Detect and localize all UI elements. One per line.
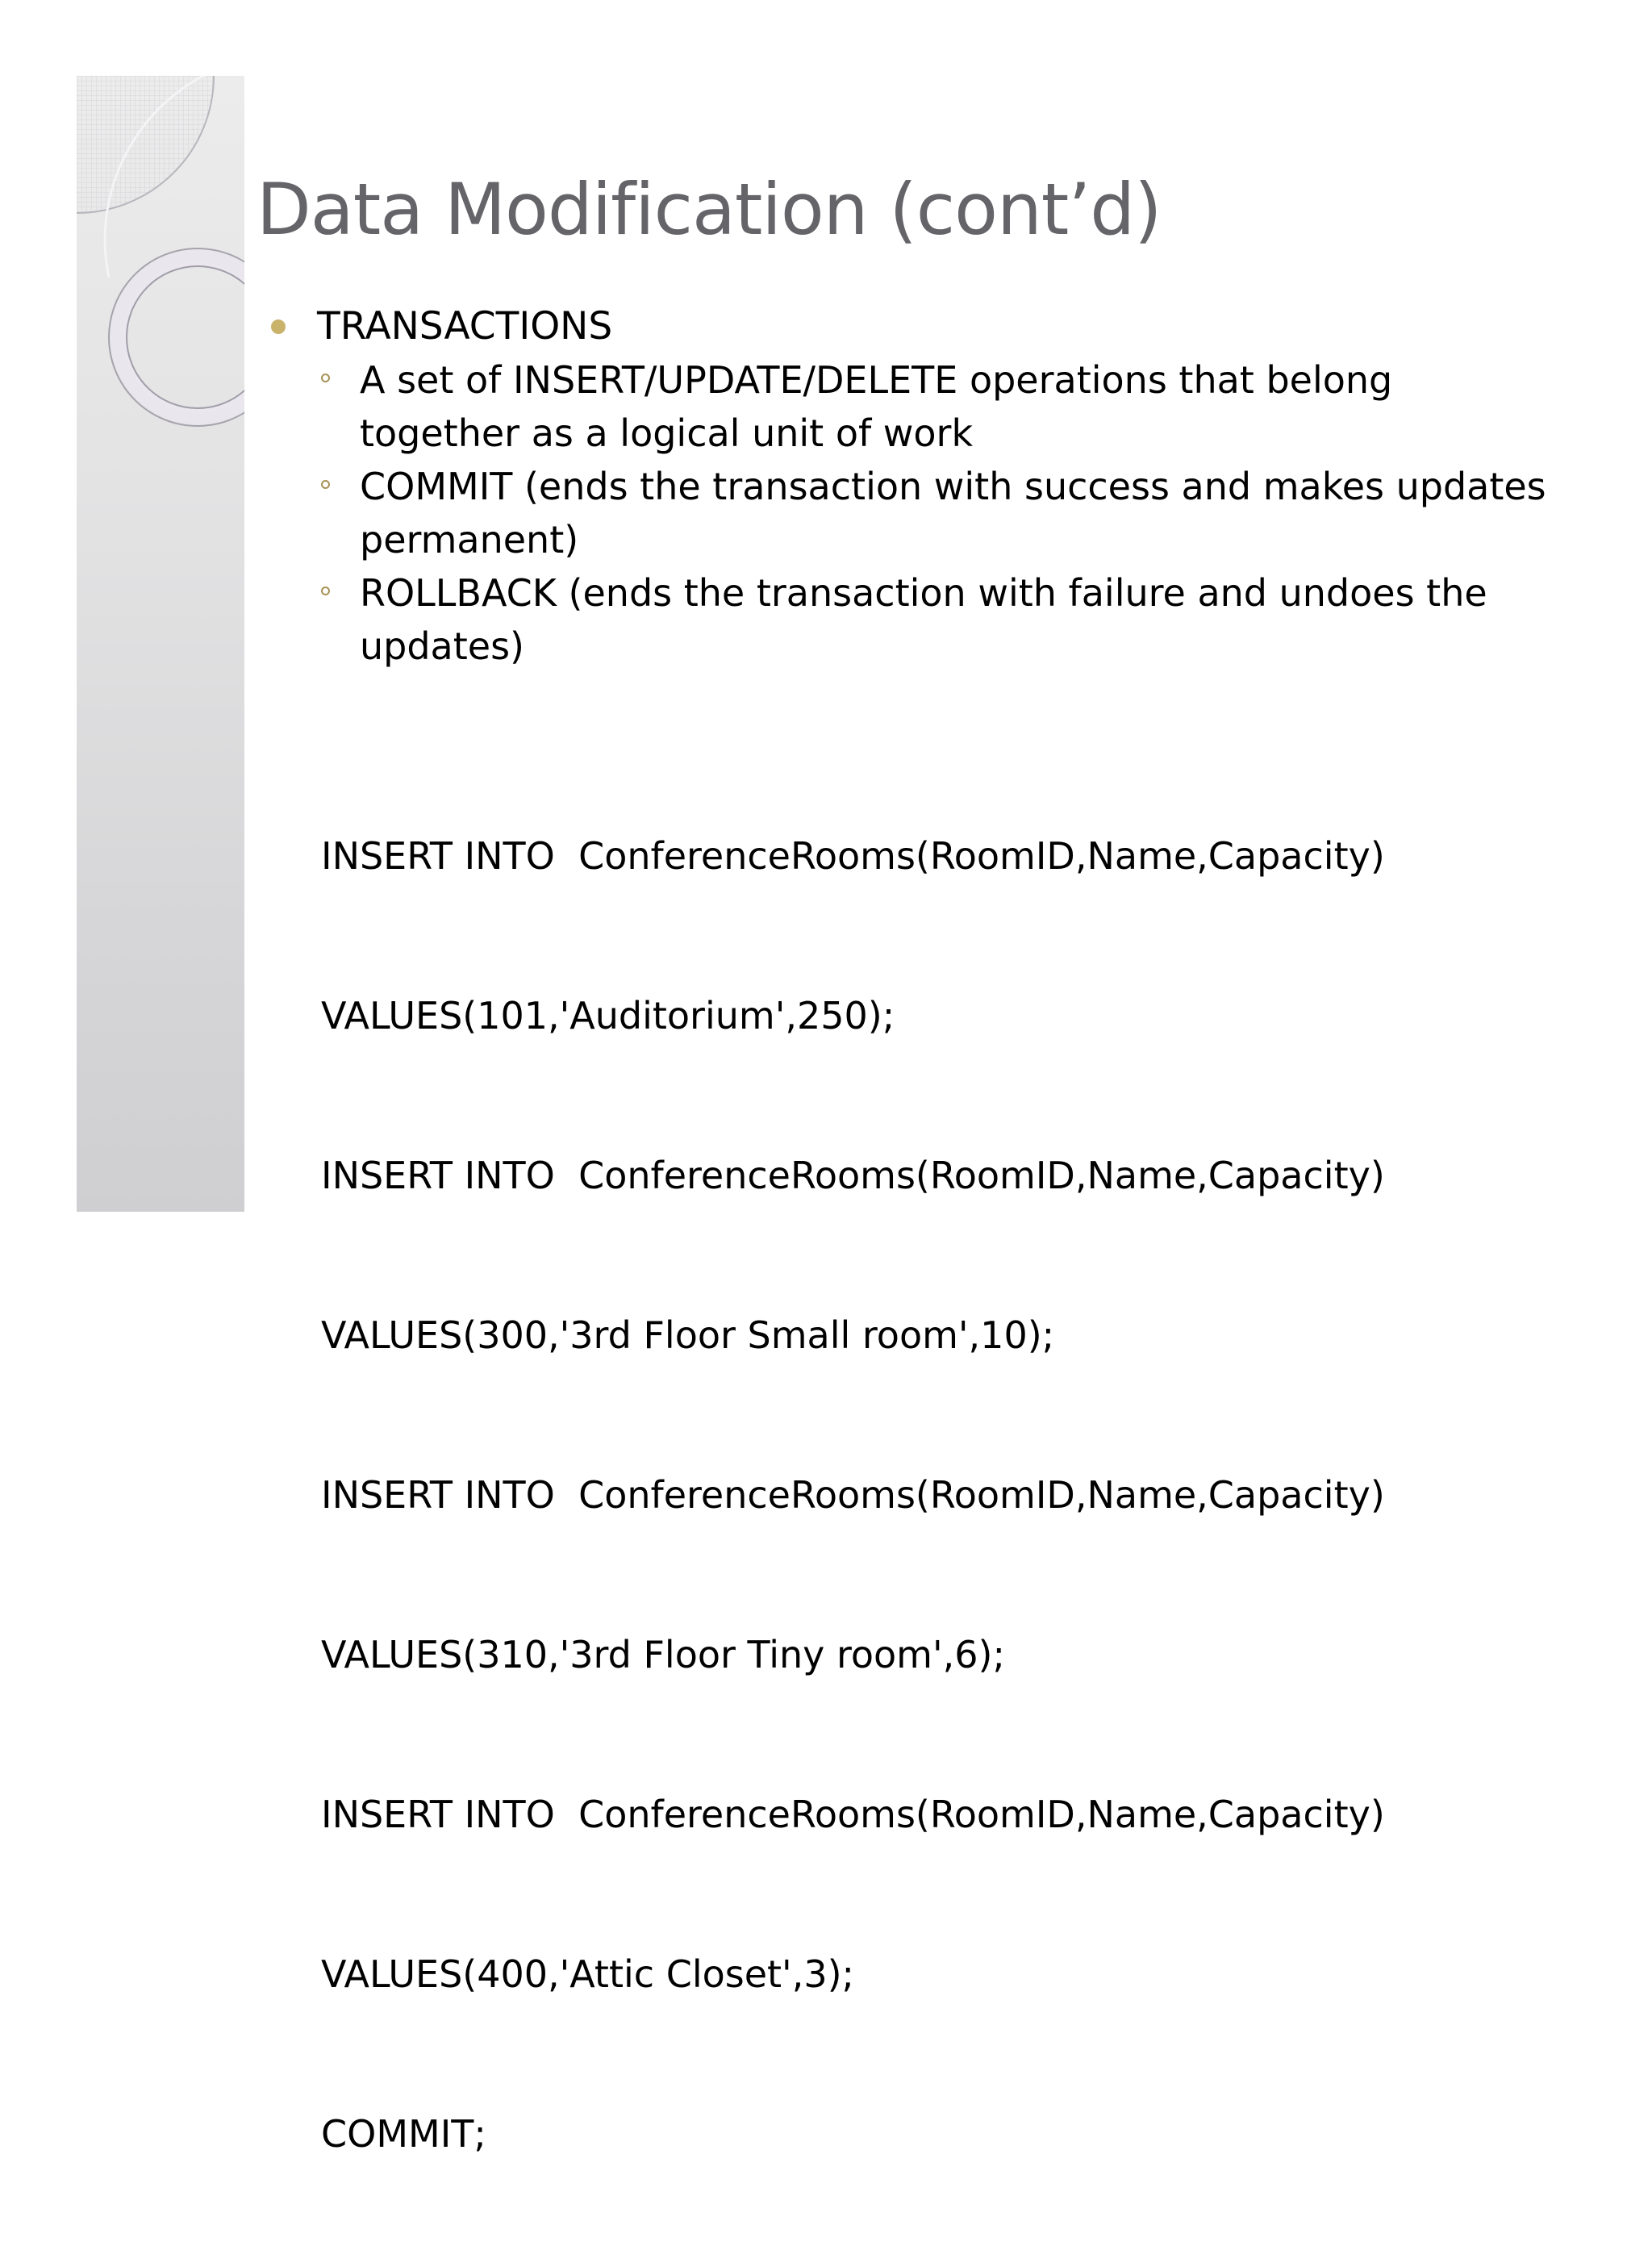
bullet-item-transactions: [266, 300, 1589, 353]
sub-bullet-item: [321, 460, 1562, 566]
content-area: [266, 300, 1589, 673]
code-line: VALUES(300,'3rd Floor Small room',10);: [321, 1313, 1055, 1357]
decorative-sidebar: [77, 76, 244, 1212]
sql-code-block: [321, 723, 1385, 2267]
slide-title: Data Modification (cont’d): [257, 168, 1162, 251]
bullet-label: TRANSACTIONS: [317, 304, 613, 349]
code-line: INSERT INTO ConferenceRooms(RoomID,Name,Capacity): [321, 1154, 1385, 1197]
decorative-circles-graphic: [77, 76, 244, 1212]
code-line: COMMIT;: [321, 2112, 486, 2156]
code-line: INSERT INTO ConferenceRooms(RoomID,Name,Capacity): [321, 834, 1385, 878]
sub-bullet-text: A set of INSERT/UPDATE/DELETE operations that belong together as a logical unit of work: [360, 358, 1393, 455]
bullet-dot-icon: [271, 319, 286, 334]
sub-bullet-item: [321, 353, 1562, 460]
sub-bullet-text: COMMIT (ends the transaction with success and makes updates permanent): [360, 465, 1546, 562]
code-line: VALUES(400,'Attic Closet',3);: [321, 1952, 855, 1996]
sub-bullet-item: [321, 566, 1562, 673]
code-line: INSERT INTO ConferenceRooms(RoomID,Name,Capacity): [321, 1473, 1385, 1517]
sub-bullet-list: [321, 353, 1589, 673]
code-line: VALUES(101,'Auditorium',250);: [321, 994, 895, 1037]
sub-bullet-text: ROLLBACK (ends the transaction with failure and undoes the updates): [360, 571, 1487, 668]
hollow-circle-icon: [321, 480, 330, 489]
code-line: INSERT INTO ConferenceRooms(RoomID,Name,Capacity): [321, 1793, 1385, 1836]
hollow-circle-icon: [321, 587, 330, 595]
code-line: VALUES(310,'3rd Floor Tiny room',6);: [321, 1633, 1005, 1676]
hollow-circle-icon: [321, 374, 330, 382]
